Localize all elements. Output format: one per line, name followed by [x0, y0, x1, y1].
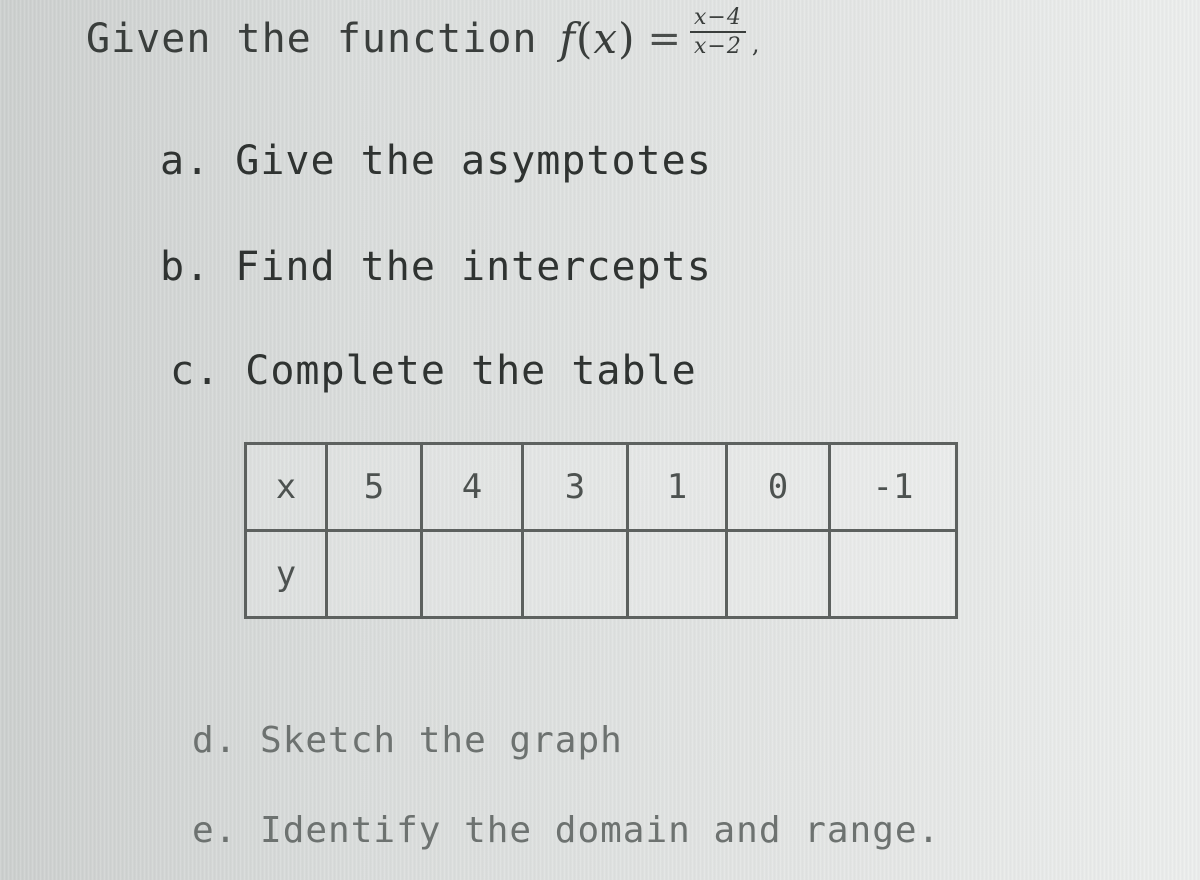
- y-value-cell: [523, 531, 628, 618]
- x-row: [246, 444, 957, 531]
- y-value-cell: [628, 531, 727, 618]
- item-complete-table: c. Complete the table: [170, 348, 697, 394]
- fraction-denominator: x−2: [694, 34, 742, 59]
- x-value-cell: 3: [523, 444, 628, 531]
- x-value-cell: 4: [422, 444, 523, 531]
- function-fraction: [690, 6, 746, 59]
- x-label-cell: x: [246, 444, 327, 531]
- x-value-cell: 5: [327, 444, 422, 531]
- y-value-cell: [830, 531, 957, 618]
- problem-statement: [86, 5, 761, 63]
- item-sketch-graph: d. Sketch the graph: [192, 720, 623, 761]
- value-table: [244, 442, 958, 619]
- x-value-cell: 0: [727, 444, 830, 531]
- function-name: f(x): [559, 14, 636, 63]
- x-value-cell: 1: [628, 444, 727, 531]
- x-value-cell: -1: [830, 444, 957, 531]
- y-value-cell: [727, 531, 830, 618]
- y-label-cell: y: [246, 531, 327, 618]
- y-row: [246, 531, 957, 618]
- item-asymptotes: a. Give the asymptotes: [160, 138, 712, 184]
- item-domain-range: e. Identify the domain and range.: [192, 810, 941, 851]
- item-intercepts: b. Find the intercepts: [160, 244, 712, 290]
- problem-lead: Given the function: [86, 15, 538, 62]
- y-value-cell: [327, 531, 422, 618]
- fraction-numerator: x−4: [690, 6, 746, 33]
- equals-sign: =: [647, 15, 683, 62]
- y-value-cell: [422, 531, 523, 618]
- trailing-comma: ,: [751, 29, 761, 58]
